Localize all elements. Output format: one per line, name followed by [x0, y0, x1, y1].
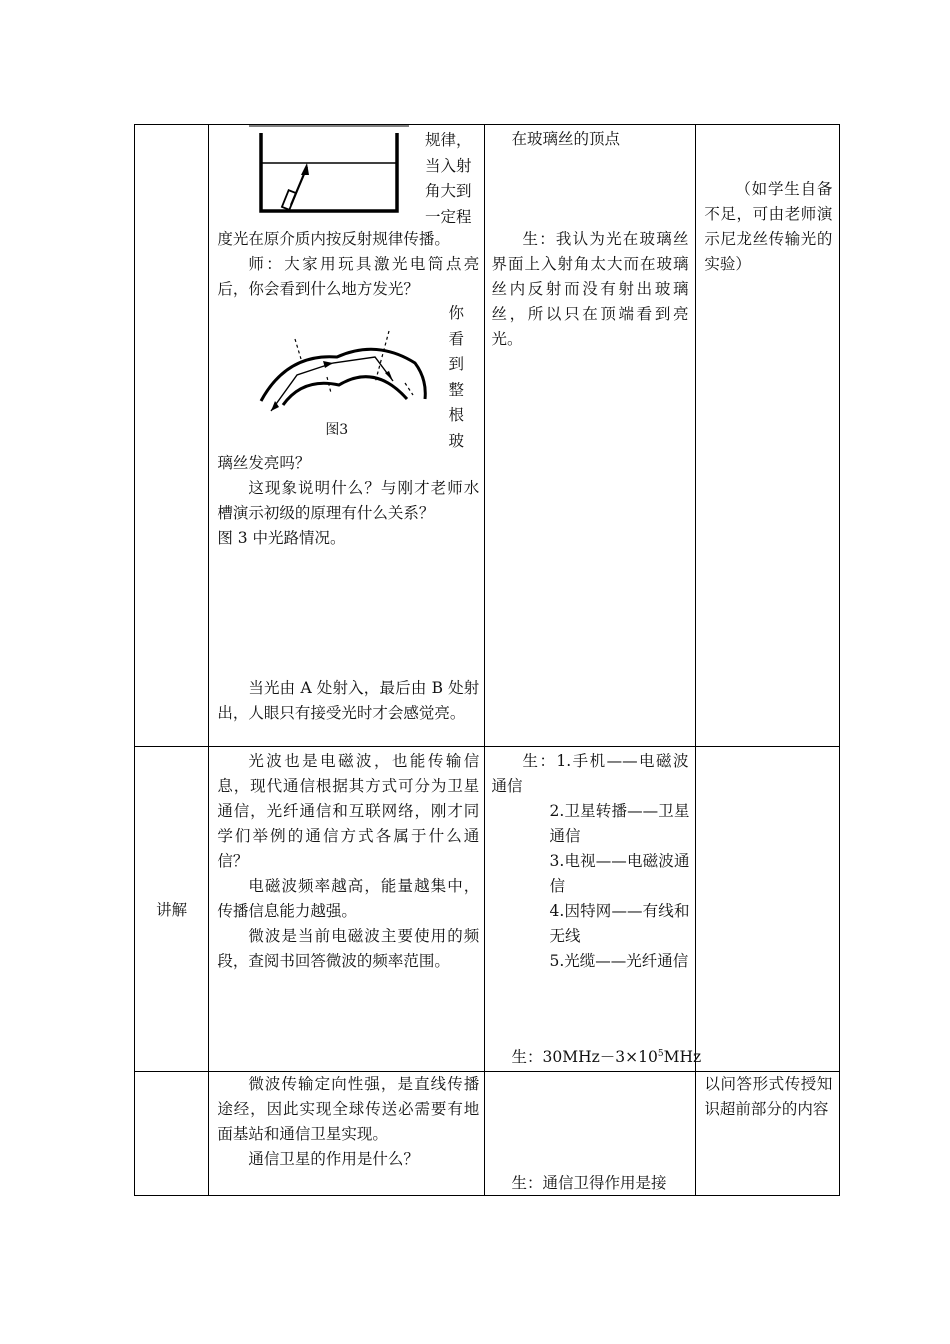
row3-student-cell: [485, 1072, 696, 1196]
row3-teacher-cell: [209, 1072, 485, 1196]
side-line: 角大到: [425, 182, 472, 200]
glass-fiber-figure: [257, 323, 435, 431]
table-row: [135, 1072, 840, 1196]
frequency-answer: [511, 1045, 701, 1070]
text-line: 在玻璃丝的顶点: [511, 130, 620, 148]
row1-student-cell: [485, 125, 696, 747]
answer-item: 5.光缆——光纤通信: [549, 952, 689, 970]
text-line: 度光在原介质内按反射规律传播。: [217, 230, 450, 248]
question-paragraph: 这现象说明什么？与刚才老师水槽演示初级的原理有什么关系？: [217, 479, 480, 522]
answer-item: 4.因特网——有线和无线: [549, 902, 690, 945]
frequency-unit: MHz: [663, 1048, 702, 1066]
row2-note-cell: [696, 747, 840, 1072]
teacher-question: 师：大家用玩具激光电筒点亮后，你会看到什么地方发光？: [217, 255, 480, 298]
laser-pen-icon: [282, 163, 309, 210]
row1-teacher-cell: [209, 125, 485, 747]
student-answer: 生：通信卫得作用是接: [511, 1174, 667, 1192]
side-line: 规律，: [425, 131, 472, 149]
row3-note-cell: [696, 1072, 840, 1196]
frequency-prefix: 生：30MHz－3×10: [511, 1048, 658, 1066]
vertical-side-text: 你看到整根玻: [448, 304, 465, 450]
text-line: 图 3 中光路情况。: [217, 529, 346, 547]
lesson-table: [134, 124, 840, 1196]
water-tank-figure: [249, 125, 419, 217]
teaching-note: 以问答形式传授知识超前部分的内容: [704, 1075, 833, 1118]
row2-label-cell: [135, 747, 209, 1072]
frequency-exponent: 5: [657, 1048, 664, 1059]
student-answer: 生：我认为光在玻璃丝界面上入射角太大而在玻璃丝内反射而没有射出玻璃丝，所以只在顶端看到亮光。: [491, 230, 689, 348]
table-row: [135, 125, 840, 747]
lecture-paragraph: 微波传输定向性强，是直线传播途经，因此实现全球传送必需要有地面基站和通信卫星实现。: [217, 1075, 480, 1143]
teaching-note: （如学生自备不足，可由老师演示尼龙丝传输光的实验）: [704, 180, 833, 273]
final-paragraph: 当光由 A 处射入，最后由 B 处射出，人眼只有接受光时才会感觉亮。: [217, 679, 480, 722]
side-line: 当入射: [425, 156, 472, 175]
row2-teacher-cell: [209, 747, 485, 1072]
lecture-paragraph: 通信卫星的作用是什么？: [248, 1150, 419, 1168]
side-line: 一定程: [425, 207, 472, 226]
row1-label-cell: [135, 125, 209, 747]
side-text-block: [422, 128, 474, 230]
lecture-paragraph: 微波是当前电磁波主要使用的频段，查阅书回答微波的频率范围。: [217, 927, 480, 970]
row-label: 讲解: [156, 901, 188, 919]
row1-note-cell: [696, 125, 840, 747]
answer-item: 生：1.手机——电磁波通信: [491, 752, 689, 795]
row2-student-cell: [485, 747, 702, 1072]
row3-label-cell: [135, 1072, 209, 1196]
fig3-caption: 图3: [325, 422, 349, 438]
answer-item: 2.卫星转播——卫星通信: [549, 802, 690, 845]
lecture-paragraph: 电磁波频率越高，能量越集中，传播信息能力越强。: [217, 877, 480, 920]
answer-item: 3.电视——电磁波通信: [549, 852, 690, 895]
table-row: [135, 747, 840, 1072]
lecture-paragraph: 光波也是电磁波，也能传输信息，现代通信根据其方式可分为卫星通信，光纤通信和互联网络，刚才同学们举例的通信方式各属于什么通信？: [217, 752, 480, 870]
text-line: 璃丝发亮吗？: [217, 454, 311, 472]
